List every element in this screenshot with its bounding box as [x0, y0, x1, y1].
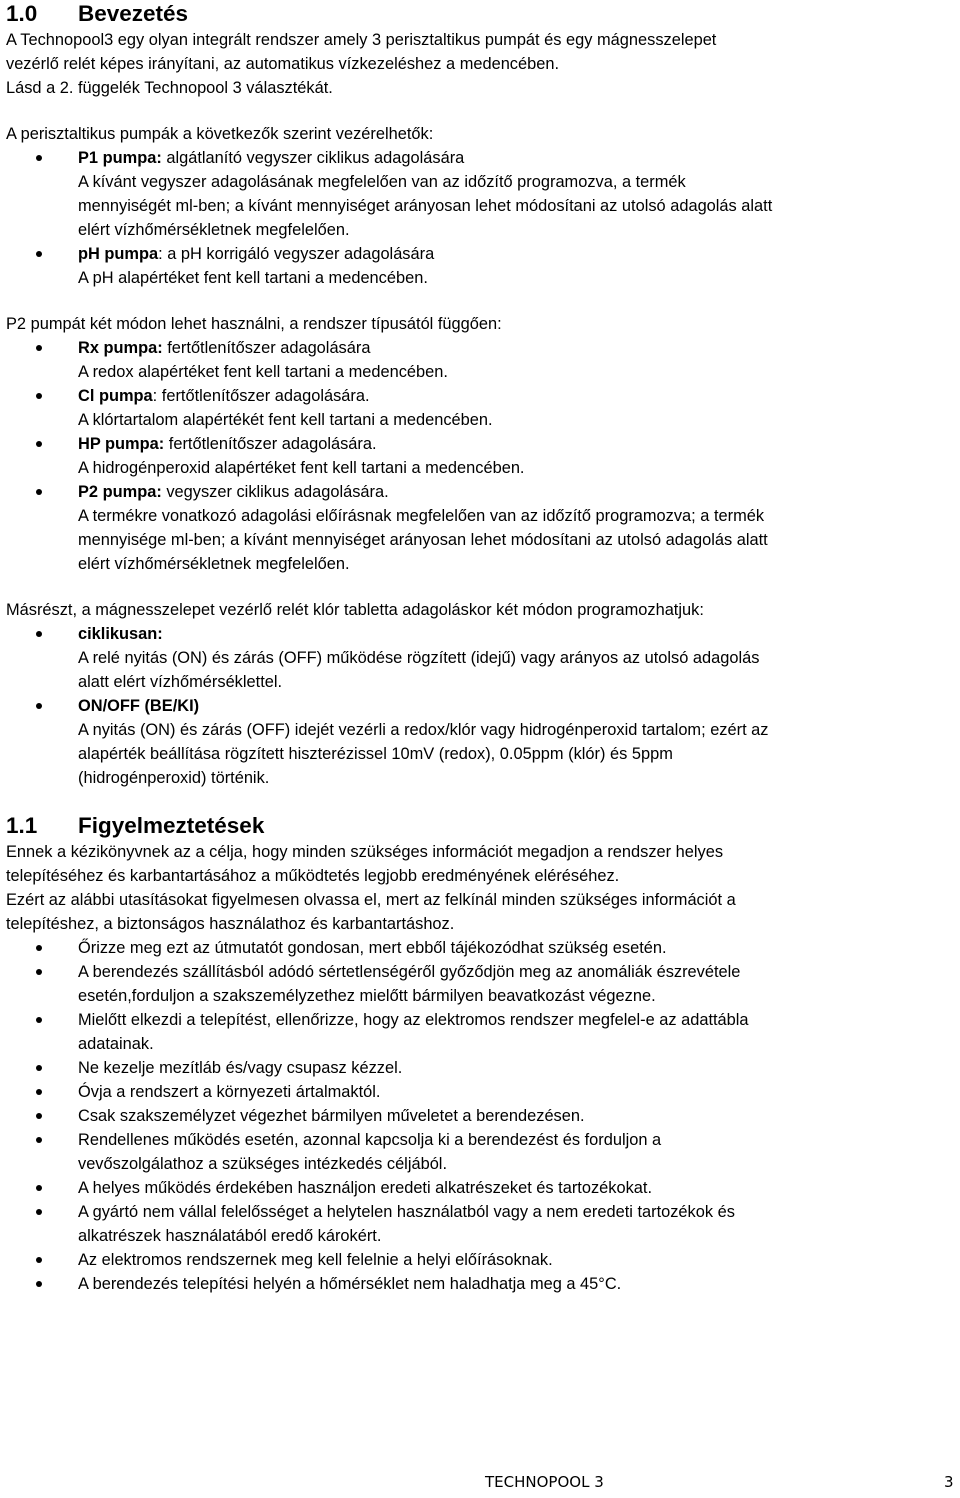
- bullet-icon: [36, 703, 42, 709]
- warning-item: A gyártó nem vállal felelősséget a helytelen használatból vagy a nem eredeti tartozékok és alkatrészek használatából eredő károkért.: [6, 1200, 956, 1248]
- bullet-icon: [36, 1089, 42, 1095]
- footer-document-name: TECHNOPOOL 3: [485, 1473, 604, 1491]
- list-item-ph-pump: pH pumpa: a pH korrigáló vegyszer adagolására A pH alapértéket fent kell tartani a medencében.: [6, 242, 956, 290]
- bullet-icon: [36, 393, 42, 399]
- warning-item: Óvja a rendszert a környezeti ártalmaktól.: [6, 1080, 956, 1104]
- warning-item: Az elektromos rendszernek meg kell felelnie a helyi előírásoknak.: [6, 1248, 956, 1272]
- bullet-icon: [36, 441, 42, 447]
- warnings-intro-line: telepítéséhez és karbantartásához a működtetés legjobb eredményének eléréséhez.: [6, 867, 620, 885]
- bullet-icon: [36, 155, 42, 161]
- warning-item: A helyes működés érdekében használjon eredeti alkatrészeket és tartozékokat.: [6, 1176, 956, 1200]
- intro-line: vezérlő relét képes irányítani, az automatikus vízkezeléshez a medencében.: [6, 55, 560, 73]
- section-title: Bevezetés: [78, 1, 189, 26]
- list-item-on-off: ON/OFF (BE/KI) A nyitás (ON) és zárás (OFF) idejét vezérli a redox/klór vagy hidrogénperoxid tartalom; ezért az alapérték beállítása rögzített hiszterézissel 10mV (redox), 0.05ppm (klór) és 5ppm (hidrogénperoxid) történik.: [6, 694, 956, 790]
- bullet-icon: [36, 1137, 42, 1143]
- pumps-intro: A perisztaltikus pumpák a következők szerint vezérelhetők:: [6, 125, 434, 143]
- bullet-icon: [36, 345, 42, 351]
- warning-item: Ne kezelje mezítláb és/vagy csupasz kézzel.: [6, 1056, 956, 1080]
- warning-list: [6, 936, 956, 1296]
- list-item-p2-pump: P2 pumpa: vegyszer ciklikus adagolására. A termékre vonatkozó adagolási előírásnak megfelelően van az időzítő programozva; a termék mennyisége ml-ben; a kívánt mennyiséget arányosan lehet módosítani az utolsó adagolás alatt elért vízhőmérsékletnek megfelelően.: [6, 480, 956, 576]
- p2-intro: P2 pumpát két módon lehet használni, a rendszer típusától függően:: [6, 315, 502, 333]
- p2-mode-list: [6, 336, 956, 576]
- warning-item: A berendezés szállításból adódó sértetlenségéről győződjön meg az anomáliák észrevétele esetén,forduljon a szakszemélyzethez mielőtt bármilyen beavatkozást végezne.: [6, 960, 956, 1008]
- section-title: Figyelmeztetések: [78, 813, 265, 838]
- intro-line: A Technopool3 egy olyan integrált rendszer amely 3 perisztaltikus pumpát és egy mágnesszelepet: [6, 31, 717, 49]
- bullet-icon: [36, 489, 42, 495]
- warning-item: Mielőtt elkezdi a telepítést, ellenőrizze, hogy az elektromos rendszer megfelel-e az adattábla adatainak.: [6, 1008, 956, 1056]
- section-number: 1.0: [6, 1, 38, 26]
- footer-page-number: 3: [944, 1473, 954, 1491]
- bullet-icon: [36, 631, 42, 637]
- warning-item: Őrizze meg ezt az útmutatót gondosan, mert ebből tájékozódhat szükség esetén.: [6, 936, 956, 960]
- bullet-icon: [36, 1017, 42, 1023]
- warning-item: A berendezés telepítési helyén a hőmérséklet nem haladhatja meg a 45°C.: [6, 1272, 956, 1296]
- warning-item: Csak szakszemélyzet végezhet bármilyen műveletet a berendezésen.: [6, 1104, 956, 1128]
- list-item-cyclic: ciklikusan: A relé nyitás (ON) és zárás (OFF) működése rögzített (idejű) vagy arányos az utolsó adagolás alatt elért vízhőmérséklettel.: [6, 622, 956, 694]
- bullet-icon: [36, 1113, 42, 1119]
- list-item-cl-pump: Cl pumpa: fertőtlenítőszer adagolására. A klórtartalom alapértékét fent kell tartani a medencében.: [6, 384, 956, 432]
- relay-intro: Másrészt, a mágnesszelepet vezérlő relét klór tabletta adagoláskor két módon programozhatjuk:: [6, 601, 704, 619]
- intro-line: Lásd a 2. függelék Technopool 3 választékát.: [6, 79, 333, 97]
- bullet-icon: [36, 1257, 42, 1263]
- warnings-intro-line: Ennek a kézikönyvnek az a célja, hogy minden szükséges információt megadjon a rendszer helyes: [6, 843, 724, 861]
- section-heading-bevezetes: [6, 0, 956, 28]
- warnings-intro-line: telepítéshez, a biztonságos használathoz és karbantartáshoz.: [6, 915, 455, 933]
- bullet-icon: [36, 945, 42, 951]
- relay-mode-list: [6, 622, 956, 790]
- pump-list: [6, 146, 956, 290]
- bullet-icon: [36, 969, 42, 975]
- warnings-intro-line: Ezért az alábbi utasításokat figyelmesen olvassa el, mert az felkínál minden szükséges információt a: [6, 891, 736, 909]
- page-footer: [0, 1473, 960, 1497]
- bullet-icon: [36, 1185, 42, 1191]
- bullet-icon: [36, 1209, 42, 1215]
- section-number: 1.1: [6, 813, 38, 838]
- section-heading-figyelmeztetesek: [6, 812, 956, 840]
- list-item-rx-pump: Rx pumpa: fertőtlenítőszer adagolására A redox alapértéket fent kell tartani a medencében.: [6, 336, 956, 384]
- bullet-icon: [36, 1065, 42, 1071]
- manual-page: [6, 0, 956, 1296]
- bullet-icon: [36, 1281, 42, 1287]
- list-item-hp-pump: HP pumpa: fertőtlenítőszer adagolására. A hidrogénperoxid alapértéket fent kell tartani a medencében.: [6, 432, 956, 480]
- list-item-p1-pump: P1 pumpa: algátlanító vegyszer ciklikus adagolására A kívánt vegyszer adagolásának megfelelően van az időzítő programozva, a termék mennyiségét ml-ben; a kívánt mennyiséget arányosan lehet módosítani az utolsó adagolás alatt elért vízhőmérsékletnek megfelelően.: [6, 146, 956, 242]
- warning-item: Rendellenes működés esetén, azonnal kapcsolja ki a berendezést és forduljon a vevőszolgálathoz a szükséges intézkedés céljából.: [6, 1128, 956, 1176]
- bullet-icon: [36, 251, 42, 257]
